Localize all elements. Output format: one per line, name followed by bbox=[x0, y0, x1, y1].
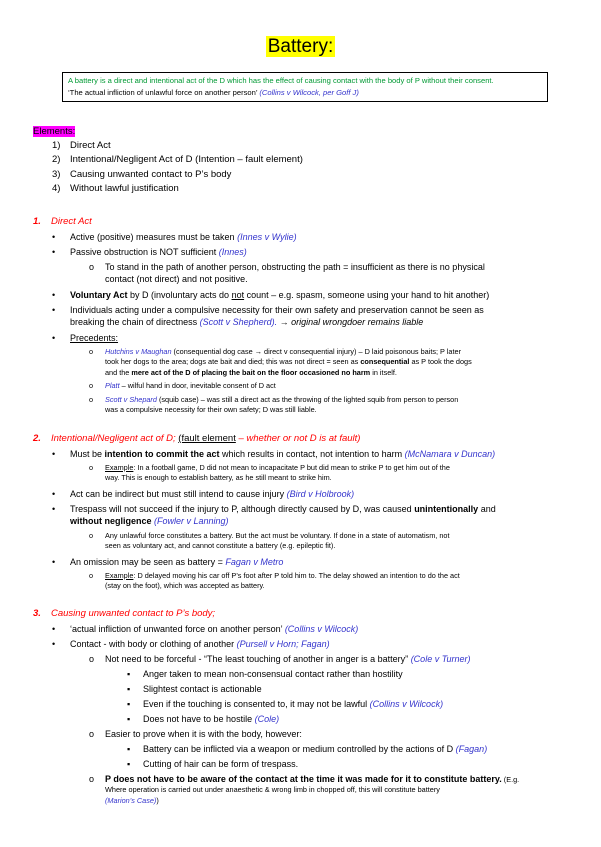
bullet: • Active (positive) measures must be taken (Innes v Wylie) bbox=[70, 231, 297, 243]
sub-bullet: o Any unlawful force constitutes a battery. But the act must be voluntary. If done in a state of automatism, not seen as voluntary act, and cannot constitute a battery (e.g. epileptic fit). bbox=[105, 531, 450, 552]
sub-bullet: o To stand in the path of another person, obstructing the path = insufficient as there is no physical contact (not direct) and not positive. bbox=[105, 261, 485, 285]
section-2-heading: 2. Intentional/Negligent act of D; (fault element – whether or not D is at fault) bbox=[33, 433, 361, 444]
sub-bullet: o Example: D delayed moving his car off P’s foot after P told him to. The delay showed an intention to do the act (stay on the foot), which was accepted as battery. bbox=[105, 571, 460, 592]
elements-list bbox=[52, 139, 303, 197]
elements-heading: Elements: bbox=[33, 126, 76, 137]
sub-bullet: o Scott v Shepard (squib case) – was still a direct act as the throwing of the lighted squib from person to person was a compulsive necessity for their own safety; D was still liable. bbox=[105, 395, 458, 416]
page-title: Battery: bbox=[267, 36, 334, 57]
section-1-heading: 1. Direct Act bbox=[33, 216, 92, 227]
sub-bullet: o Easier to prove when it is with the body, however: bbox=[105, 728, 302, 740]
bullet: • Passive obstruction is NOT sufficient (Innes) bbox=[70, 246, 247, 258]
sub-sub-bullet: ▪ Does not have to be hostile (Cole) bbox=[143, 713, 279, 725]
sub-bullet: o Platt – wilful hand in door, inevitable consent of D act bbox=[105, 381, 276, 391]
bullet: • Voluntary Act by D (involuntary acts do not count – e.g. spasm, someone using your hand to hit another) bbox=[70, 289, 489, 301]
bullet: • Individuals acting under a compulsive necessity for their own safety and preservation cannot be seen as breaking the chain of directness (Scott v Shepherd). → original wrongdoer remains liable bbox=[70, 304, 484, 328]
definition-text: A battery is a direct and intentional act of the D which has the effect of causing contact with the body of P without their consent. bbox=[68, 76, 494, 85]
sub-bullet: o Example: In a football game, D did not mean to incapacitate P but did mean to strike P to get him out of the way. This is enough to establish battery, as he still meant to strike him. bbox=[105, 463, 450, 484]
definition-quote: ‘The actual infliction of unlawful force on another person’ (Collins v Wilcock, per Goff J) bbox=[68, 88, 359, 97]
bullet: • Trespass will not succeed if the injury to P, although directly caused by D, was caused unintentionally and without negligence (Fowler v Lanning) bbox=[70, 503, 496, 527]
precedents-label: • Precedents: bbox=[70, 332, 118, 344]
section-3-heading: 3. Causing unwanted contact to P’s body; bbox=[33, 608, 216, 619]
sub-sub-bullet: ▪ Slightest contact is actionable bbox=[143, 683, 262, 695]
element-item: 4) Without lawful justification bbox=[52, 183, 179, 195]
sub-bullet: o P does not have to be aware of the contact at the time it was made for it to constitute battery. (E.g. Where operation is carried out under anaesthetic & wrong limb in chopped off, this will constitute battery (Marion’s Case)) bbox=[105, 773, 545, 806]
bullet: • An omission may be seen as battery = Fagan v Metro bbox=[70, 556, 283, 568]
sub-bullet: o Not need to be forceful - “The least touching of another in anger is a battery” (Cole v Turner) bbox=[105, 653, 471, 665]
definition-box bbox=[62, 72, 548, 102]
element-item: 2) Intentional/Negligent Act of D (Intention – fault element) bbox=[52, 154, 303, 166]
bullet: • Contact - with body or clothing of another (Pursell v Horn; Fagan) bbox=[70, 638, 330, 650]
bullet: • Act can be indirect but must still intend to cause injury (Bird v Holbrook) bbox=[70, 488, 354, 500]
sub-sub-bullet: ▪ Anger taken to mean non-consensual contact rather than hostility bbox=[143, 668, 403, 680]
sub-sub-bullet: ▪ Even if the touching is consented to, it may not be lawful (Collins v Wilcock) bbox=[143, 698, 443, 710]
sub-sub-bullet: ▪ Battery can be inflicted via a weapon or medium controlled by the actions of D (Fagan) bbox=[143, 743, 487, 755]
bullet: • ‘actual infliction of unwanted force on another person’ (Collins v Wilcock) bbox=[70, 623, 358, 635]
bullet: • Must be intention to commit the act which results in contact, not intention to harm (McNamara v Duncan) bbox=[70, 448, 495, 460]
sub-bullet: o Hutchins v Maughan (consequential dog case → direct v consequential injury) – D laid poisonous baits; P later took her dogs to the area; dogs ate bait and died; this was not direct = seen as consequential as P took the dogs and the mere act of the D of placing the bait on the floor occasioned no harm in itself. bbox=[105, 347, 472, 378]
element-item: 3) Causing unwanted contact to P’s body bbox=[52, 168, 232, 180]
element-item: 1) Direct Act bbox=[52, 140, 111, 151]
sub-sub-bullet: ▪ Cutting of hair can be form of trespass. bbox=[143, 758, 298, 770]
